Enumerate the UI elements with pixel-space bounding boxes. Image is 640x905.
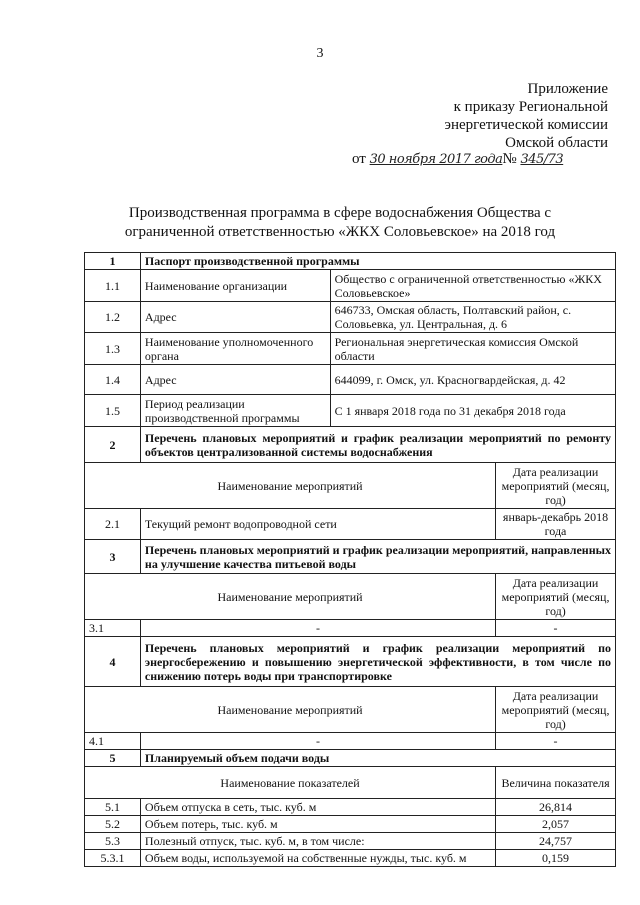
column-header: Величина показателя [496,767,616,799]
document-title: Производственная программа в сфере водоснабжения Общества с ограниченной ответственностью «ЖКХ Соловьевское» на 2018 год [124,205,556,240]
number-prefix: № [502,151,517,167]
table-row [85,750,616,767]
table-row [85,365,616,395]
row-name: Объем воды, используемой на собственные нужды, тыс. куб. м [140,850,495,867]
column-header: Наименование мероприятий [85,463,496,509]
table-row [85,270,616,302]
table-row [85,540,616,574]
row-value: 0,159 [496,850,616,867]
row-value: Общество с ограниченной ответственностью «ЖКХ Соловьевское» [330,270,615,302]
row-number: 1.1 [85,270,141,302]
row-label: Наименование уполномоченного органа [140,333,330,365]
page-number: 3 [316,46,324,61]
row-name: Полезный отпуск, тыс. куб. м, в том числе: [140,833,495,850]
table-row [85,395,616,427]
row-label: Наименование организации [140,270,330,302]
column-header: Наименование показателей [85,767,496,799]
row-value: 644099, г. Омск, ул. Красногвардейская, д. 42 [330,365,615,395]
table-row [85,509,616,540]
section-title: Перечень плановых мероприятий и график реализации мероприятий по ремонту объектов централизованной системы водоснабжения [140,427,615,463]
table-row [85,767,616,799]
table-row [85,427,616,463]
row-number: 1.2 [85,302,141,333]
column-header: Дата реализации мероприятий (месяц, год) [496,687,616,733]
section-number: 3 [85,540,141,574]
row-number: 5.1 [85,799,141,816]
table-row [85,302,616,333]
row-name: Объем потерь, тыс. куб. м [140,816,495,833]
program-table [84,252,616,867]
row-value: С 1 января 2018 года по 31 декабря 2018 года [330,395,615,427]
table-row [85,253,616,270]
table-row [85,833,616,850]
row-number: 5.2 [85,816,141,833]
handwritten-number: 345/73 [520,152,564,167]
column-header: Дата реализации мероприятий (месяц, год) [496,574,616,620]
table-row [85,816,616,833]
appendix-line: Приложение [527,81,608,97]
row-number: 1.4 [85,365,141,395]
appendix-block [445,80,608,152]
section-title: Перечень плановых мероприятий и график реализации мероприятий, направленных на улучшение качества питьевой воды [140,540,615,574]
row-number: 2.1 [85,509,141,540]
table-row [85,333,616,365]
section-title: Перечень плановых мероприятий и график реализации мероприятий по энергосбережению и повышению энергетической эффективности, в том числе по снижению потерь воды при транспортировке [140,637,615,687]
section-number: 4 [85,637,141,687]
row-number: 4.1 [85,733,141,750]
section-title: Паспорт производственной программы [140,253,615,270]
order-date-line [352,151,563,168]
appendix-line: к приказу Региональной [453,99,608,115]
row-date: - [496,620,616,637]
row-name: - [140,733,495,750]
appendix-line: энергетической комиссии [444,117,608,133]
table-row [85,799,616,816]
table-row [85,687,616,733]
row-value: Региональная энергетическая комиссия Омской области [330,333,615,365]
table-row [85,637,616,687]
handwritten-date: 30 ноября 2017 года [369,152,503,167]
table-row [85,574,616,620]
row-value: 26,814 [496,799,616,816]
column-header: Наименование мероприятий [85,574,496,620]
row-label: Адрес [140,365,330,395]
row-name: Текущий ремонт водопроводной сети [140,509,495,540]
row-name: - [140,620,495,637]
row-name: Объем отпуска в сеть, тыс. куб. м [140,799,495,816]
row-number: 5.3.1 [85,850,141,867]
table-row [85,620,616,637]
row-value: 24,757 [496,833,616,850]
row-label: Адрес [140,302,330,333]
column-header: Наименование мероприятий [85,687,496,733]
row-number: 3.1 [85,620,141,637]
section-number: 5 [85,750,141,767]
row-date: январь-декабрь 2018 года [496,509,616,540]
row-date: - [496,733,616,750]
row-number: 5.3 [85,833,141,850]
row-number: 1.3 [85,333,141,365]
column-header: Дата реализации мероприятий (месяц, год) [496,463,616,509]
row-value: 646733, Омская область, Полтавский район, с. Соловьевка, ул. Центральная, д. 6 [330,302,615,333]
from-prefix: от [352,151,366,167]
row-label: Период реализации производственной программы [140,395,330,427]
section-title: Планируемый объем подачи воды [140,750,615,767]
table-row [85,733,616,750]
row-number: 1.5 [85,395,141,427]
section-number: 2 [85,427,141,463]
appendix-line: Омской области [505,135,608,151]
section-number: 1 [85,253,141,270]
table-row [85,463,616,509]
row-value: 2,057 [496,816,616,833]
table-row [85,850,616,867]
